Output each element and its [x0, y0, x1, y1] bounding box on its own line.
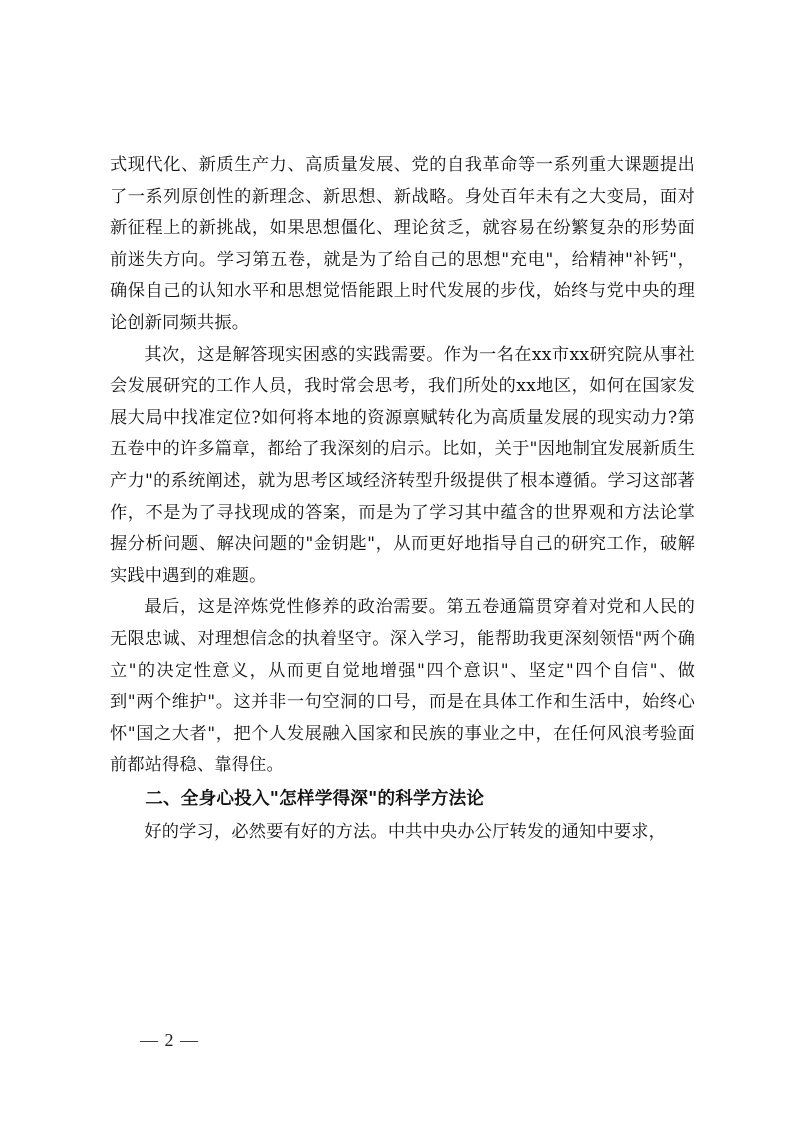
- paragraph-party-spirit: 最后，这是淬炼党性修养的政治需要。第五卷通篇贯穿着对党和人民的无限忠诚、对理想信念的执着坚守。深入学习，能帮助我更深刻领悟"两个确立"的决定性意义，从而更自觉地增强"四个意识"、坚定"四个自信"、做到"两个维护"。这并非一句空洞的口号，而是在具体工作和生活中，始终心怀"国之大者"，把个人发展融入国家和民族的事业之中，在任何风浪考验面前都站得稳、靠得住。: [110, 597, 695, 776]
- paragraph-methods: 好的学习，必然要有好的方法。中共中央办公厅转发的通知中要求，: [144, 822, 667, 843]
- paragraph-continuation: 式现代化、新质生产力、高质量发展、党的自我革命等一系列重大课题提出了一系列原创性的新理念、新思想、新战略。身处百年未有之大变局，面对新征程上的新挑战，如果思想僵化、理论贫乏，就容易在纷繁复杂的形势面前迷失方向。学习第五卷，就是为了给自己的思想"充电"，给精神"补钙"，确保自己的认知水平和思想觉悟能跟上时代发展的步伐，始终与党中央的理论创新同频共振。: [110, 155, 696, 333]
- page-number: — 2 —: [140, 1030, 199, 1050]
- paragraph-practice-needs: 其次，这是解答现实困惑的实践需要。作为一名在xx市xx研究院从事社会发展研究的工作人员，我时常会思考，我们所处的xx地区，如何在国家发展大局中找准定位?如何将本地的资源禀赋转化为高质量发展的现实动力?第五卷中的许多篇章，都给了我深刻的启示。比如，关于"因地制宜发展新质生产力"的系统阐述，就为思考区域经济转型升级提供了根本遵循。学习这部著作，不是为了寻找现成的答案，而是为了学习其中蕴含的世界观和方法论掌握分析问题、解决问题的"金钥匙"，从而更好地指导自己的研究工作，破解实践中遇到的难题。: [110, 344, 695, 586]
- section-heading: 二、全身心投入"怎样学得深"的科学方法论: [145, 788, 485, 809]
- document-body: [110, 150, 695, 849]
